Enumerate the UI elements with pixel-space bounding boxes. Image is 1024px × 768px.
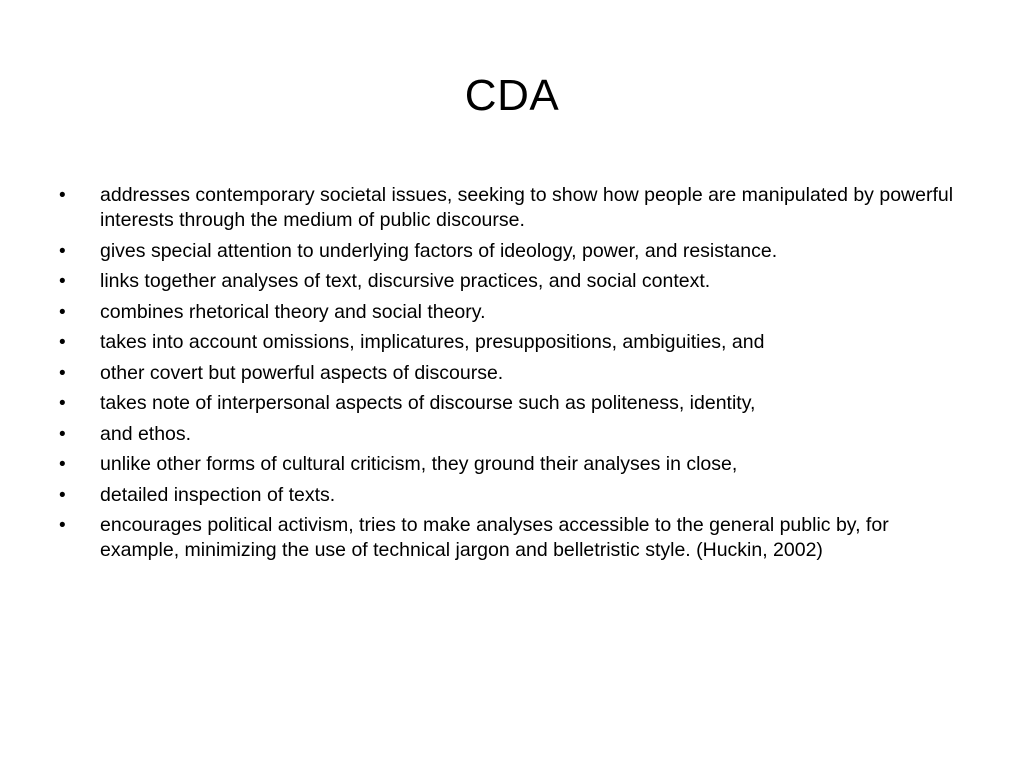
- bullet-text: encourages political activism, tries to make analyses accessible to the general public by, for example, minimizing the use of technical jargon and belletristic style. (Huckin, 2002): [100, 514, 889, 561]
- bullet-dot-icon: •: [59, 515, 66, 536]
- bullet-dot-icon: •: [59, 484, 66, 506]
- bullet-item: [55, 483, 965, 508]
- bullet-item: [55, 422, 965, 447]
- bullet-text: detailed inspection of texts.: [100, 483, 336, 506]
- bullet-dot-icon: •: [59, 362, 66, 384]
- bullet-text: combines rhetorical theory and social theory.: [100, 300, 486, 323]
- bullet-text: takes note of interpersonal aspects of discourse such as politeness, identity,: [100, 392, 756, 414]
- bullet-dot-icon: •: [59, 393, 66, 414]
- bullet-item: [55, 183, 965, 233]
- bullet-list: [55, 183, 965, 569]
- bullet-text: links together analyses of text, discursive practices, and social context.: [100, 270, 711, 292]
- bullet-text: and ethos.: [100, 422, 192, 445]
- bullet-text: other covert but powerful aspects of discourse.: [100, 361, 504, 384]
- bullet-dot-icon: •: [59, 332, 66, 353]
- bullet-dot-icon: •: [59, 271, 66, 292]
- bullet-item: [55, 300, 965, 325]
- bullet-text: addresses contemporary societal issues, seeking to show how people are manipulated by powerful interests through the medium of public discourse.: [100, 184, 954, 231]
- bullet-item: [55, 330, 965, 355]
- bullet-item: [55, 391, 965, 416]
- bullet-item: [55, 239, 965, 264]
- bullet-item: [55, 513, 965, 563]
- bullet-dot-icon: •: [59, 185, 66, 206]
- slide-title: CDA: [464, 71, 560, 120]
- bullet-item: [55, 361, 965, 386]
- bullet-dot-icon: •: [59, 454, 66, 475]
- bullet-text: takes into account omissions, implicatures, presuppositions, ambiguities, and: [100, 331, 765, 353]
- bullet-item: [55, 269, 965, 294]
- bullet-dot-icon: •: [59, 240, 66, 262]
- bullet-dot-icon: •: [59, 301, 66, 323]
- bullet-dot-icon: •: [59, 423, 66, 445]
- bullet-text: unlike other forms of cultural criticism, they ground their analyses in close,: [100, 453, 738, 475]
- bullet-item: [55, 452, 965, 477]
- bullet-text: gives special attention to underlying factors of ideology, power, and resistance.: [100, 239, 778, 262]
